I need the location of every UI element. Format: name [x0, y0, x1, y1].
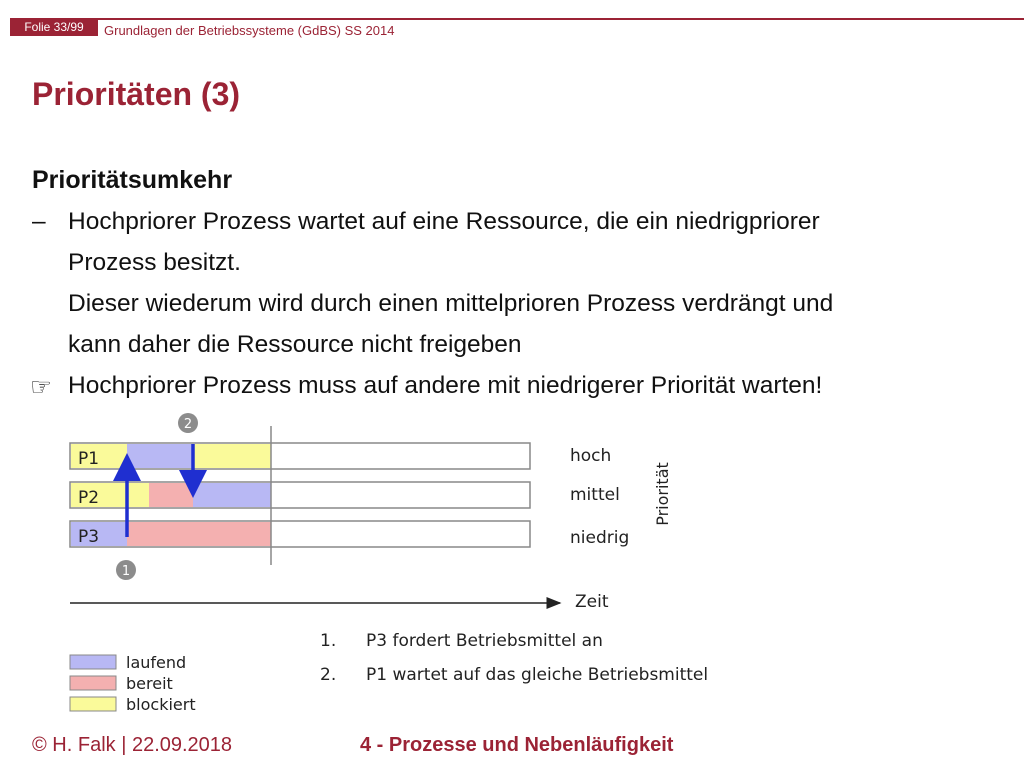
step-2-number: 2.: [320, 665, 337, 685]
bullet-text-line-3: Dieser wiederum wird durch einen mittelprioren Prozess verdrängt und: [68, 290, 834, 317]
p1-label: P1: [78, 449, 100, 469]
footer-chapter: 4 - Prozesse und Nebenläufigkeit: [360, 734, 674, 756]
step-1-number: 1.: [320, 631, 337, 651]
p2-segment-bereit: [149, 483, 193, 507]
footer-author-date: © H. Falk | 22.09.2018: [32, 734, 233, 756]
priority-medium-label: mittel: [570, 485, 620, 505]
pointing-hand-icon: ☞: [30, 374, 52, 401]
p2-segment-laufend: [193, 483, 271, 507]
priority-low-label: niedrig: [570, 528, 630, 548]
p3-label: P3: [78, 527, 100, 547]
p2-label: P2: [78, 488, 100, 508]
legend-laufend-swatch: [70, 655, 116, 669]
step-1-text: P3 fordert Betriebsmittel an: [366, 631, 603, 651]
p3-segment-bereit: [127, 522, 271, 546]
priority-axis-label: Priorität: [653, 462, 672, 526]
legend-bereit-swatch: [70, 676, 116, 690]
marker-1-label: 1: [121, 564, 131, 579]
p1-segment-laufend: [127, 444, 193, 468]
bullet-text-line-4: kann daher die Ressource nicht freigeben: [68, 331, 522, 358]
dash-bullet-icon: –: [32, 208, 46, 235]
bullet-text-line-2: Prozess besitzt.: [68, 249, 241, 276]
legend-bereit-label: bereit: [126, 674, 173, 693]
marker-2-label: 2: [183, 417, 193, 432]
bullet-text-line-5: Hochpriorer Prozess muss auf andere mit niedrigerer Priorität warten!: [68, 372, 823, 399]
subheading: Prioritätsumkehr: [32, 166, 233, 194]
priority-high-label: hoch: [570, 446, 612, 466]
bullet-text-line-1: Hochpriorer Prozess wartet auf eine Ressource, die ein niedrigpriorer: [68, 208, 820, 235]
slide-number-label: Folie 33/99: [10, 18, 98, 36]
course-title: Grundlagen der Betriebssysteme (GdBS) SS 2014: [104, 23, 395, 38]
p1-segment-blockiert: [193, 444, 271, 468]
step-2-text: P1 wartet auf das gleiche Betriebsmittel: [366, 665, 709, 685]
legend-blockiert-swatch: [70, 697, 116, 711]
legend-laufend-label: laufend: [126, 653, 187, 672]
slide-title: Prioritäten (3): [32, 76, 241, 112]
time-axis-label: Zeit: [575, 592, 609, 612]
legend-blockiert-label: blockiert: [126, 695, 196, 714]
